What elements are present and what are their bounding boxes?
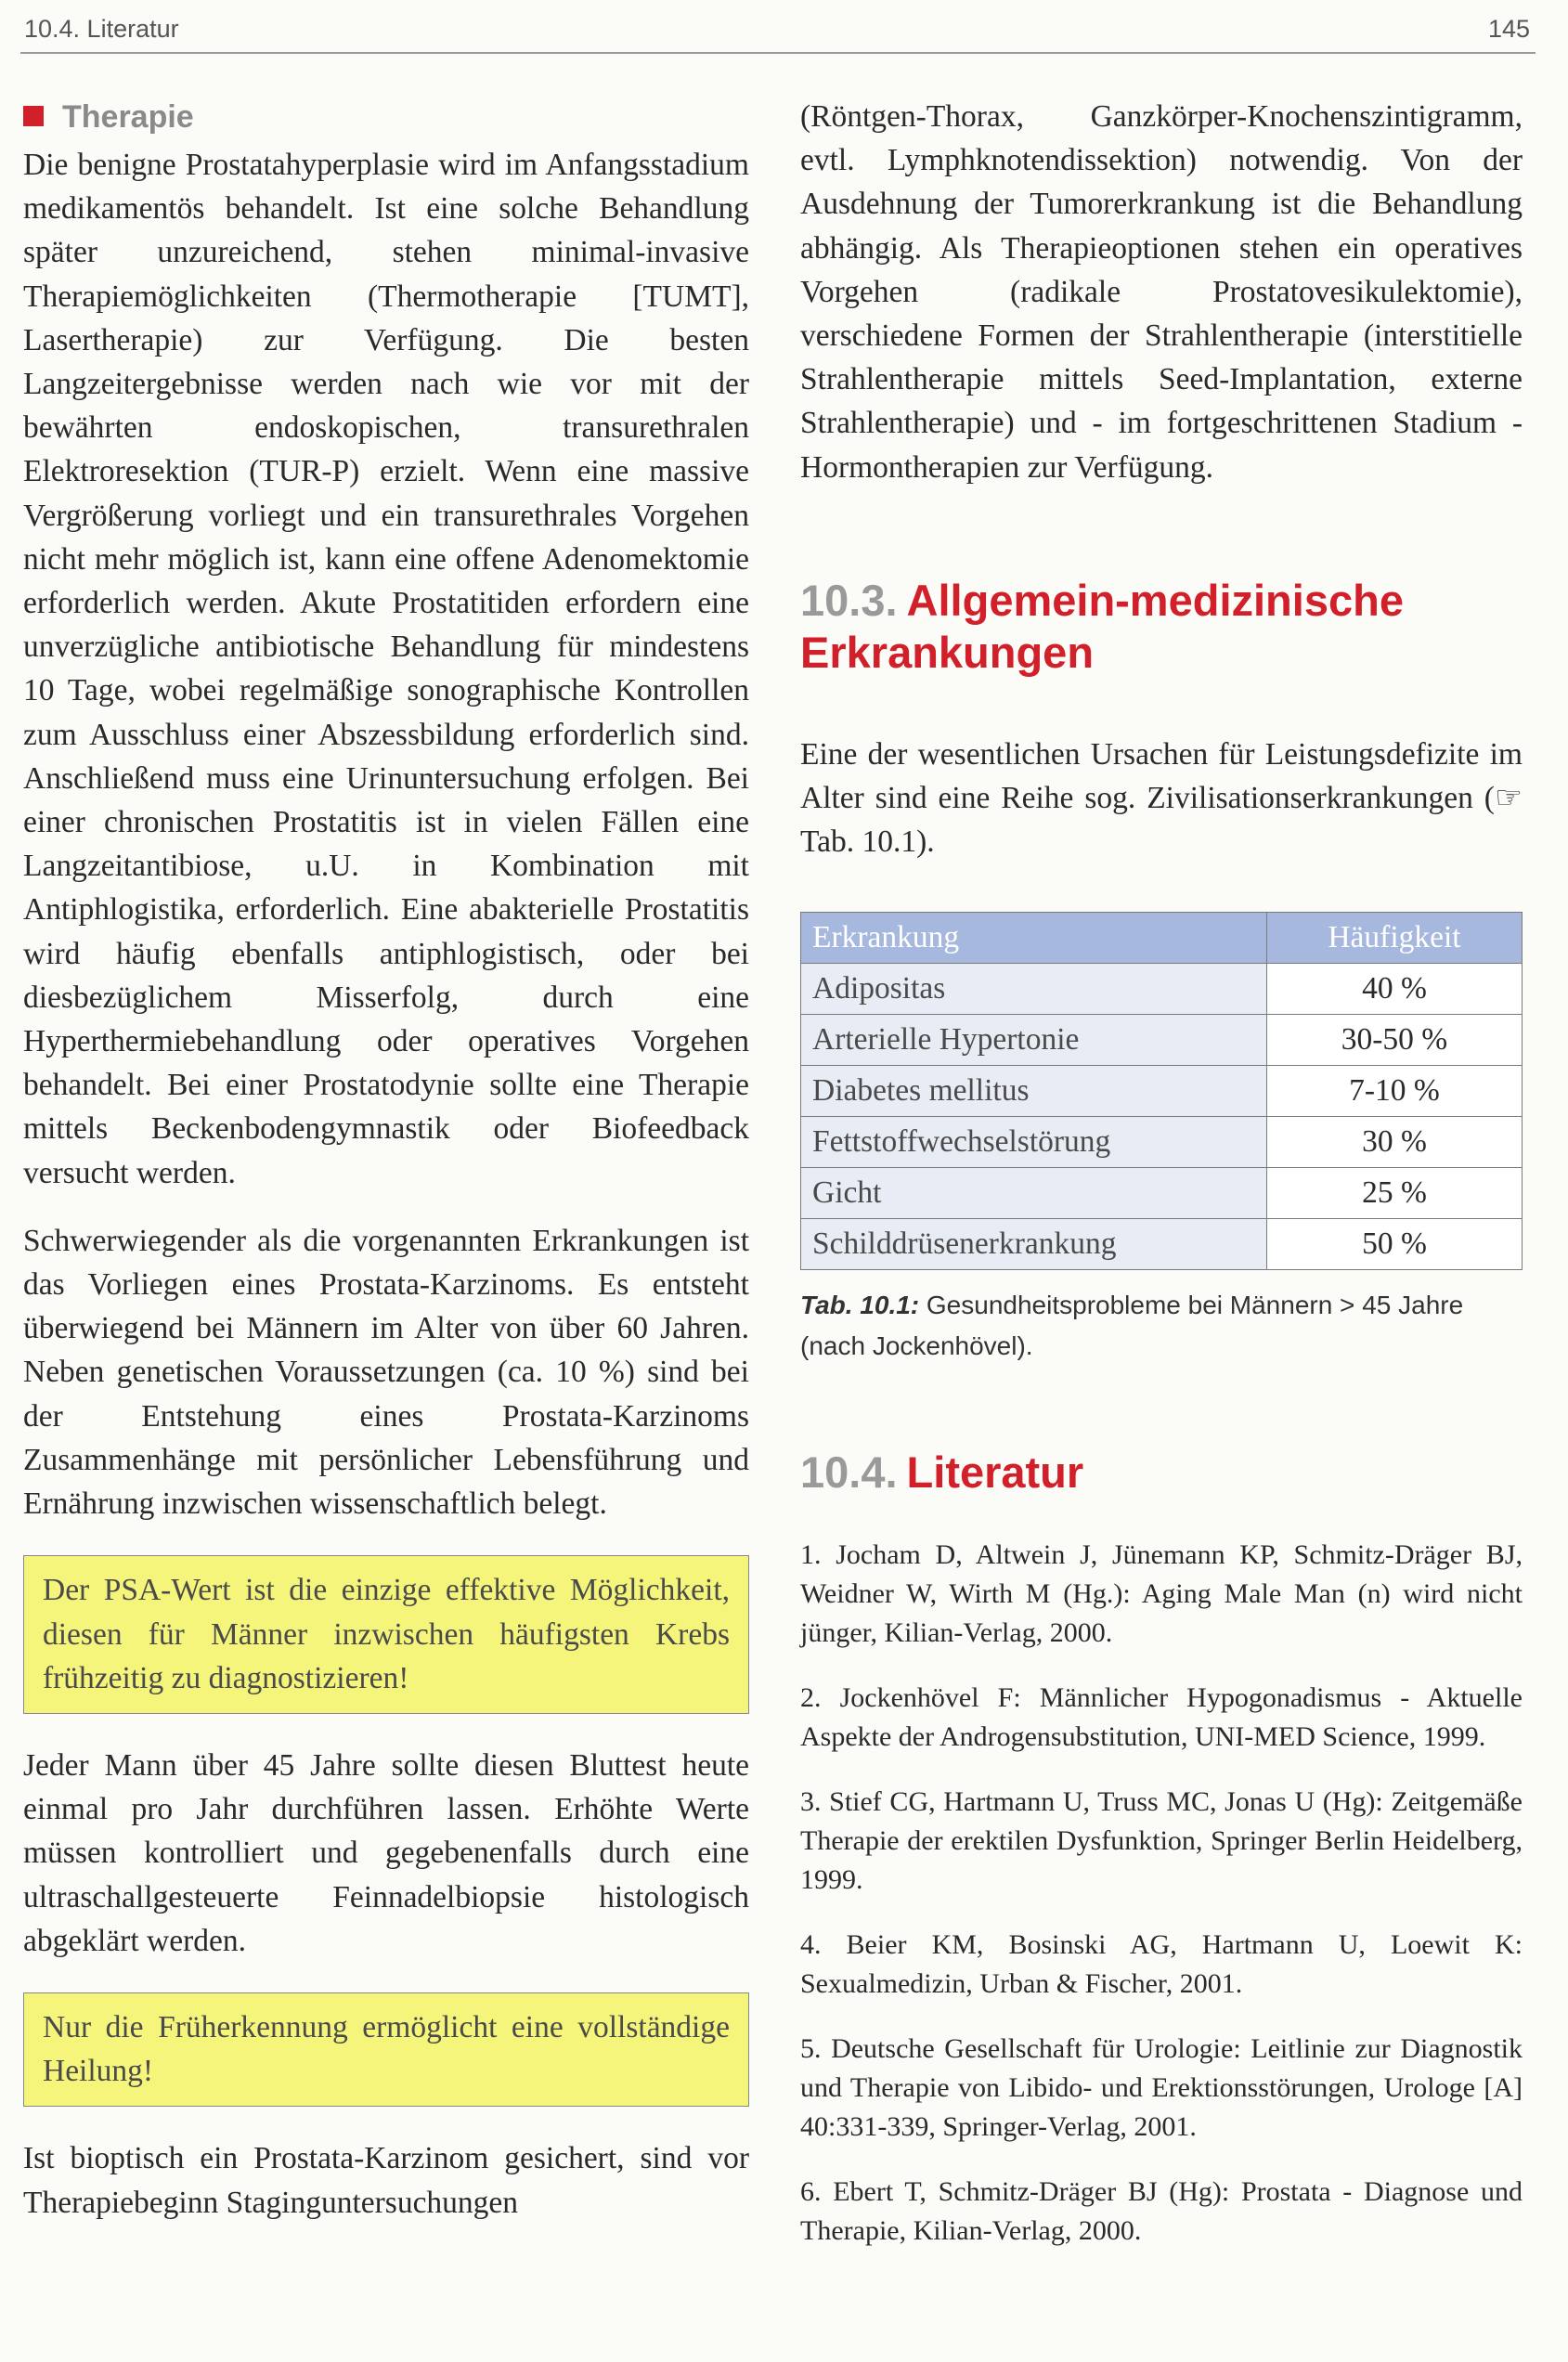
running-header — [20, 7, 1536, 54]
section-heading-10-3 — [800, 575, 1523, 679]
paragraph-staging: Ist bioptisch ein Prostata-Karzinom gesichert, sind vor Therapiebeginn Staginguntersuchungen — [23, 2141, 749, 2220]
table-row — [801, 1015, 1523, 1066]
table-header-haeufigkeit: Häufigkeit — [1267, 913, 1523, 964]
table-header-row — [801, 913, 1523, 964]
callout-psa-text: Der PSA-Wert ist die einzige effektive Möglichkeit, diesen für Männer inzwischen häufigsten Krebs frühzeitig zu diagnostizieren! — [43, 1573, 730, 1695]
right-column — [800, 95, 1523, 2277]
table-cell-disease: Arterielle Hypertonie — [801, 1015, 1267, 1066]
reference-item: 6. Ebert T, Schmitz-Dräger BJ (Hg): Prostata - Diagnose und Therapie, Kilian-Verlag, 2000. — [800, 2176, 1523, 2247]
reference-item: 5. Deutsche Gesellschaft für Urologie: Leitlinie zur Diagnostik und Therapie von Libido- und Erektionsstörungen, Urologe [A] 40:331-339, Springer-Verlag, 2001. — [800, 2033, 1523, 2143]
table-cell-frequency: 50 % — [1267, 1219, 1523, 1270]
table-row — [801, 1117, 1523, 1168]
left-column — [23, 95, 749, 2225]
table-cell-frequency: 7-10 % — [1267, 1066, 1523, 1117]
table-cell-disease: Schilddrüsenerkrankung — [801, 1219, 1267, 1270]
reference-item: 3. Stief CG, Hartmann U, Truss MC, Jonas U (Hg): Zeitgemäße Therapie der erektilen Dysfunktion, Springer Berlin Heidelberg, 1999. — [800, 1786, 1523, 1896]
callout-psa — [23, 1555, 749, 1714]
table-caption-text: Gesundheitsprobleme bei Männern > 45 Jahre (nach Jockenhövel). — [800, 1291, 1464, 1361]
table-cell-frequency: 25 % — [1267, 1168, 1523, 1219]
table-cell-disease: Adipositas — [801, 964, 1267, 1015]
reference-item: 1. Jocham D, Altwein J, Jünemann KP, Schmitz-Dräger BJ, Weidner W, Wirth M (Hg.): Aging Male Man (n) wird nicht jünger, Kilian-Verlag, 2000. — [800, 1539, 1523, 1649]
callout-frueherkennung-text: Nur die Früherkennung ermöglicht eine vollständige Heilung! — [43, 2009, 730, 2089]
table-cell-frequency: 30-50 % — [1267, 1015, 1523, 1066]
red-square-bullet-icon — [23, 106, 44, 126]
section-number: 10.4. — [800, 1447, 898, 1498]
page-number: 145 — [1487, 15, 1530, 43]
table-cell-disease: Fettstoffwechselstörung — [801, 1117, 1267, 1168]
table-row — [801, 1168, 1523, 1219]
table-caption — [800, 1285, 1523, 1367]
running-header-section: 10.4. Literatur — [24, 15, 179, 43]
table-gesundheitsprobleme — [800, 912, 1523, 1270]
reference-item: 2. Jockenhövel F: Männlicher Hypogonadismus - Aktuelle Aspekte der Androgensubstitution, UNI-MED Science, 1999. — [800, 1682, 1523, 1753]
table-cell-frequency: 40 % — [1267, 964, 1523, 1015]
reference-list — [800, 1536, 1523, 2251]
subheading-text: Therapie — [62, 99, 194, 135]
paragraph-bluttest: Jeder Mann über 45 Jahre sollte diesen Bluttest heute einmal pro Jahr durchführen lassen. Erhöhte Werte müssen kontrolliert und gegebenenfalls durch eine ultraschallgesteuerte Feinnadelbiopsie histologisch abgeklärt werden. — [23, 1747, 749, 1958]
section-title: Allgemein-medizinische Erkrankungen — [800, 575, 1404, 677]
table-row — [801, 964, 1523, 1015]
table-row — [801, 1066, 1523, 1117]
table-cell-frequency: 30 % — [1267, 1117, 1523, 1168]
section-number: 10.3. — [800, 575, 898, 625]
paragraph-therapie: Die benigne Prostatahyperplasie wird im Anfangsstadium medikamentös behandelt. Ist eine solche Behandlung später unzureichend, stehen minimal-invasive Therapiemöglichkeiten (Thermotherapie [TUMT], Lasertherapie) zur Verfügung. Die besten Langzeitergebnisse werden nach wie vor mit der bewährten endoskopischen, transurethralen Elektroresektion (TUR-P) erzielt. Wenn eine massive Vergrößerung vorliegt und ein transurethrales Vorgehen nicht mehr möglich ist, kann eine offene Adenomektomie erforderlich werden. Akute Prostatitiden erfordern eine unverzügliche antibiotische Behandlung für mindestens 10 Tage, wobei regelmäßige sonographische Kontrollen zum Ausschluss einer Abszessbildung erforderlich sind. Anschließend muss eine Urinuntersuchung erfolgen. Bei einer chronischen Prostatitis ist in vielen Fällen eine Langzeitantibiose, u.U. in Kombination mit Antiphlogistika, erforderlich. Eine abakterielle Prostatitis wird häufig ebenfalls antiphlogistisch, oder bei diesbezüglichem Misserfolg, durch eine Hyperthermiebehandlung oder operatives Vorgehen behandelt. Bei einer Prostatodynie sollte eine Therapie mittels Beckenbodengymnastik oder Biofeedback versucht werden. — [23, 148, 749, 1190]
section-title: Literatur — [906, 1447, 1084, 1498]
table-caption-label: Tab. 10.1: — [800, 1291, 920, 1320]
callout-frueherkennung — [23, 1992, 749, 2107]
table-cell-disease: Gicht — [801, 1168, 1267, 1219]
reference-item: 4. Beier KM, Bosinski AG, Hartmann U, Loewit K: Sexualmedizin, Urban & Fischer, 2001. — [800, 1929, 1523, 2000]
paragraph-zivilisation: Eine der wesentlichen Ursachen für Leistungsdefizite im Alter sind eine Reihe sog. Zivilisationserkrankungen (☞ Tab. 10.1). — [800, 736, 1523, 860]
table-row — [801, 1219, 1523, 1270]
section-heading-10-4 — [800, 1447, 1523, 1499]
table-header-erkrankung: Erkrankung — [801, 913, 1267, 964]
paragraph-prostata-karzinom: Schwerwiegender als die vorgenannten Erkrankungen ist das Vorliegen eines Prostata-Karzinoms. Es entsteht überwiegend bei Männern im Alter von über 60 Jahren. Neben genetischen Voraussetzungen (ca. 10 %) sind bei der Entstehung eines Prostata-Karzinoms Zusammenhänge mit persönlicher Lebensführung und Ernährung inzwischen wissenschaftlich belegt. — [23, 1223, 749, 1522]
subheading-therapie — [23, 95, 749, 139]
paragraph-staging-cont: (Röntgen-Thorax, Ganzkörper-Knochenszintigramm, evtl. Lymphknotendissektion) notwendig. Von der Ausdehnung der Tumorerkrankung ist die Behandlung abhängig. Als Therapieoptionen stehen ein operatives Vorgehen (radikale Prostatovesikulektomie), verschiedene Formen der Strahlentherapie (interstitielle Strahlentherapie mittels Seed-Implantation, externe Strahlentherapie) und - im fortgeschrittenen Stadium - Hormontherapien zur Verfügung. — [800, 99, 1523, 485]
table-cell-disease: Diabetes mellitus — [801, 1066, 1267, 1117]
